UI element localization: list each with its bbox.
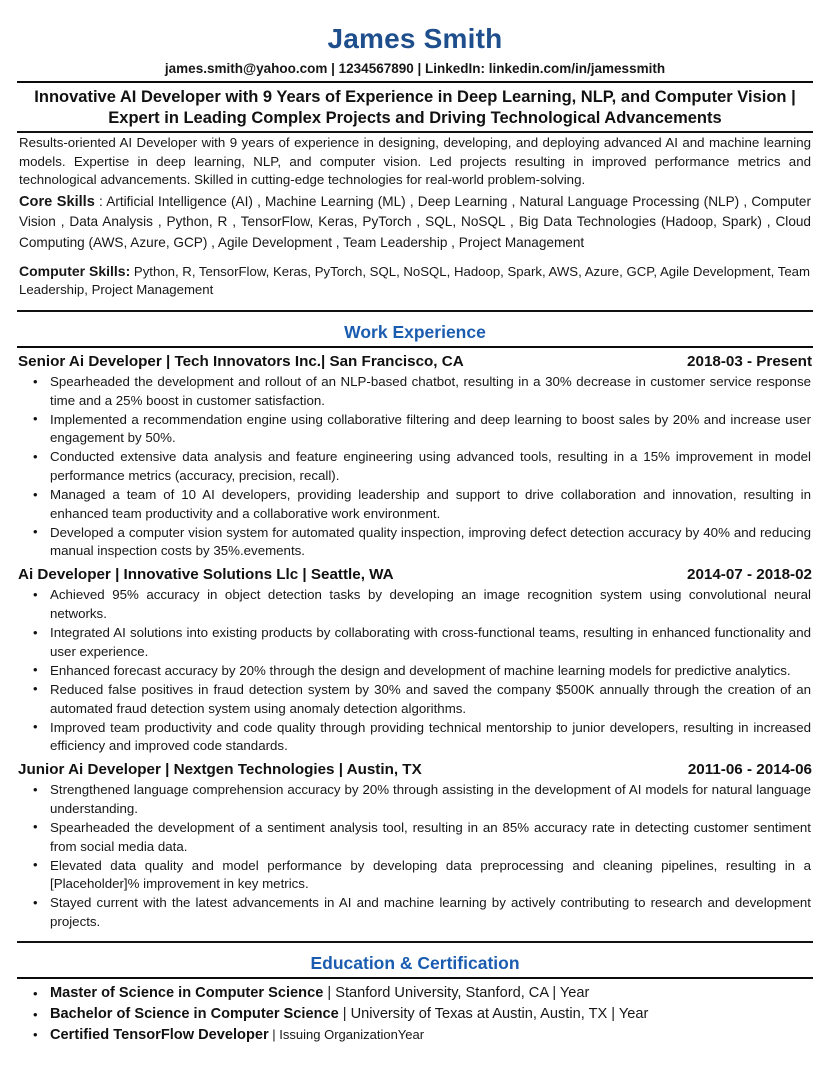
list-item: [17, 983, 813, 1004]
job-entry: [17, 561, 813, 755]
list-item: • Strengthened language comprehension accuracy by 20% through assisting in the development of AI models for natural language understanding.: [17, 781, 811, 818]
divider-under-education-title: [17, 977, 813, 979]
professional-headline: Innovative AI Developer with 9 Years of Experience in Deep Learning, NLP, and Computer Vision | Expert in Leading Complex Projects and Driving Technological Advancements: [34, 88, 796, 127]
job-bullets: [17, 586, 813, 755]
education-degree: Certified TensorFlow Developer: [50, 1026, 269, 1043]
core-skills-separator: :: [94, 193, 107, 209]
list-item: • Spearheaded the development and rollout of an NLP-based chatbot, resulting in a 30% decrease in customer service response time and a 25% boost in customer satisfaction.: [17, 373, 811, 410]
list-item: • Integrated AI solutions into existing products by collaborating with cross-functional teams, resulting in enhanced functionality and user experience.: [17, 624, 811, 661]
education-list: [17, 983, 813, 1045]
job-bullets: [17, 373, 813, 561]
list-item: • Conducted extensive data analysis and feature engineering using advanced tools, resulting in a 15% improvement in model performance metrics (accuracy, precision, recall).: [17, 448, 811, 485]
computer-skills-block: [17, 253, 813, 299]
job-title: Ai Developer | Innovative Solutions Llc | Seattle, WA: [18, 566, 394, 584]
list-item: • Spearheaded the development of a sentiment analysis tool, resulting in an 85% accuracy rate in detecting customer sentiment from social media data.: [17, 819, 811, 856]
education-detail: | Issuing OrganizationYear: [268, 1026, 425, 1042]
education-detail: | University of Texas at Austin, Austin, TX | Year: [338, 1005, 649, 1022]
section-title-education: Education & Certification: [310, 952, 520, 973]
computer-skills-label: Computer Skills:: [19, 263, 131, 279]
computer-skills-text: Python, R, TensorFlow, Keras, PyTorch, SQL, NoSQL, Hadoop, Spark, AWS, Azure, GCP, Agile Development, Team Leadership, Project Management: [19, 264, 810, 297]
education-degree: Bachelor of Science in Computer Science: [50, 1005, 339, 1022]
job-header: [17, 756, 813, 780]
list-item: [17, 1004, 813, 1025]
list-item: • Elevated data quality and model performance by developing data preprocessing and cleaning pipelines, resulting in a [Placeholder]% improvement in key metrics.: [17, 857, 811, 894]
list-item: • Achieved 95% accuracy in object detection tasks by developing an image recognition system using convolutional neural networks.: [17, 586, 811, 623]
job-dates: 2011-06 - 2014-06: [687, 761, 812, 779]
job-header: [17, 561, 813, 585]
work-experience-list: [17, 348, 813, 932]
education-degree: Master of Science in Computer Science: [50, 984, 324, 1001]
professional-summary: Results-oriented AI Developer with 9 years of experience in designing, developing, and deploying advanced AI and machine learning models. Expertise in deep learning, NLP, and computer vision. Led projects resulting in improved performance metrics and technological advancements. Skilled in cutting-edge technologies for real-world problem-solving.: [19, 135, 811, 187]
list-item: • Enhanced forecast accuracy by 20% through the design and development of machine learning models for predictive analytics.: [17, 662, 811, 681]
core-skills-label: Core Skills: [19, 193, 95, 210]
education-detail: | Stanford University, Stanford, CA | Year: [323, 984, 590, 1001]
list-item: • Improved team productivity and code quality through providing technical mentorship to junior developers, resulting in increased efficiency and improved code standards.: [17, 719, 811, 756]
list-item: • Implemented a recommendation engine using collaborative filtering and deep learning to boost sales by 20% and increase user engagement by 50%.: [17, 411, 811, 448]
job-dates: 2018-03 - Present: [687, 353, 812, 370]
list-item: [17, 1025, 813, 1045]
job-entry: [17, 348, 813, 561]
contact-line: james.smith@yahoo.com | 1234567890 | LinkedIn: linkedin.com/in/jamessmith: [164, 61, 666, 76]
section-title-work-experience: Work Experience: [344, 322, 486, 342]
job-bullets: [17, 781, 813, 931]
list-item: • Reduced false positives in fraud detection system by 30% and saved the company $500K annually through the creation of an automated fraud detection system using anomaly detection algorithms.: [17, 681, 811, 718]
job-header: [17, 348, 813, 372]
list-item: • Developed a computer vision system for automated quality inspection, improving defect detection accuracy by 40% and reducing manual inspection costs by 35%.evements.: [17, 524, 811, 561]
core-skills-block: [17, 190, 813, 254]
job-entry: [17, 756, 813, 931]
job-dates: 2014-07 - 2018-02: [687, 566, 812, 584]
candidate-name: James Smith: [327, 23, 503, 54]
job-title: Senior Ai Developer | Tech Innovators Inc.| San Francisco, CA: [18, 353, 464, 370]
core-skills-text: Artificial Intelligence (AI) , Machine Learning (ML) , Deep Learning , Natural Language Processing (NLP) , Computer Vision , Data Analysis , Python, R , TensorFlow, Keras, PyTorch , SQL, NoSQL , Big Data Technologies (Hadoop, Spark) , Cloud Computing (AWS, Azure, GCP) , Agile Development , Team Leadership , Project Management: [19, 193, 811, 250]
list-item: • Stayed current with the latest advancements in AI and machine learning by actively contributing to research and development projects.: [17, 894, 811, 931]
job-title: Junior Ai Developer | Nextgen Technologies | Austin, TX: [18, 761, 422, 779]
list-item: • Managed a team of 10 AI developers, providing leadership and support to drive collaboration and innovation, resulting in enhanced team productivity and a collaborative work environment.: [17, 486, 811, 523]
